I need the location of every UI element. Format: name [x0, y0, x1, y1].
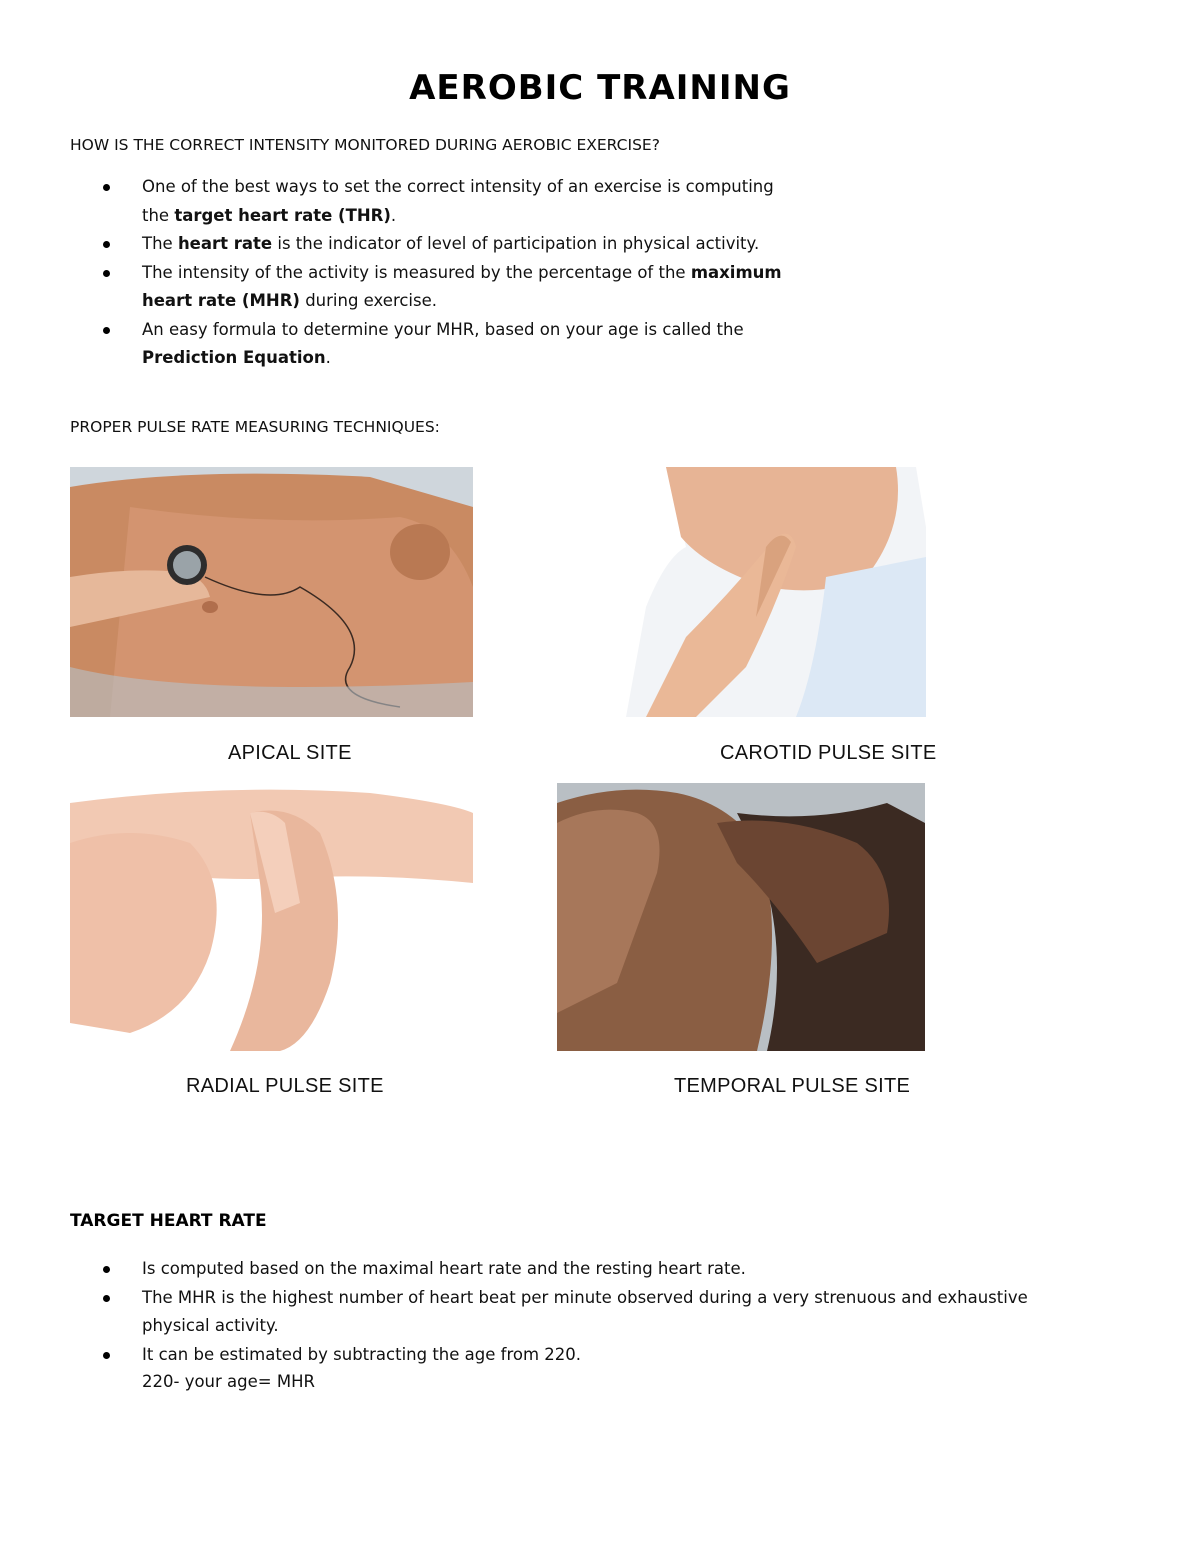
bullet-text: Is computed based on the maximal heart rate and the resting heart rate.	[142, 1259, 746, 1278]
list-item	[70, 259, 782, 316]
apical-caption: APICAL SITE	[228, 742, 352, 764]
bullet-text: An easy formula to determine your MHR, based on your age is called the	[142, 319, 744, 339]
list-item	[70, 230, 782, 259]
bullet-bold-term: target heart rate (THR)	[174, 205, 391, 225]
list-item	[70, 1255, 1028, 1284]
bullet-bold-term: heart rate	[177, 234, 273, 253]
bullet-dot	[103, 270, 110, 277]
bullet-text: is the indicator of level of participation in physical activity.	[272, 234, 760, 253]
bullet-text: physical activity.	[142, 1316, 279, 1335]
bullet-bold-term: maximum	[690, 262, 782, 282]
bullet-text: the	[142, 205, 175, 225]
temporal-site-photo	[557, 783, 925, 1051]
list-item	[70, 316, 782, 373]
pulse-heading: PROPER PULSE RATE MEASURING TECHNIQUES:	[70, 418, 440, 436]
bullet-text: .	[390, 205, 397, 225]
bullet-dot	[103, 1295, 110, 1302]
bullet-dot	[103, 184, 110, 191]
bullet-dot	[103, 327, 110, 334]
bullet-dot	[103, 1352, 110, 1359]
bullet-dot	[103, 241, 110, 248]
bullet-text: .	[325, 348, 331, 367]
bullet-dot	[103, 1266, 110, 1273]
page-title: AEROBIC TRAINING	[409, 68, 791, 108]
radial-site-photo	[70, 783, 473, 1051]
list-item	[70, 1341, 1028, 1370]
carotid-site-photo	[626, 467, 926, 717]
bullet-text: The	[142, 234, 178, 253]
carotid-caption: CAROTID PULSE SITE	[720, 742, 937, 764]
list-item	[70, 173, 782, 230]
bullet-text: during exercise.	[299, 291, 438, 310]
thr-heading: TARGET HEART RATE	[70, 1211, 267, 1231]
bullet-text: The intensity of the activity is measured by the percentage of the	[142, 262, 691, 282]
intensity-heading: HOW IS THE CORRECT INTENSITY MONITORED DURING AEROBIC EXERCISE?	[70, 136, 660, 154]
bullet-bold-term: Prediction Equation	[142, 348, 326, 367]
intensity-bullet-list	[70, 173, 782, 373]
thr-bullet-list	[70, 1255, 1028, 1369]
bullet-bold-term: heart rate (MHR)	[142, 291, 300, 310]
mhr-formula: 220- your age= MHR	[142, 1372, 315, 1391]
bullet-text: One of the best ways to set the correct intensity of an exercise is computing	[142, 177, 774, 196]
apical-site-photo	[70, 467, 473, 717]
list-item	[70, 1284, 1028, 1341]
bullet-text: It can be estimated by subtracting the age from 220.	[142, 1344, 582, 1364]
temporal-caption: TEMPORAL PULSE SITE	[674, 1075, 911, 1097]
radial-caption: RADIAL PULSE SITE	[186, 1075, 384, 1097]
bullet-text: The MHR is the highest number of heart beat per minute observed during a very strenuous and exhaustive	[142, 1287, 1028, 1307]
